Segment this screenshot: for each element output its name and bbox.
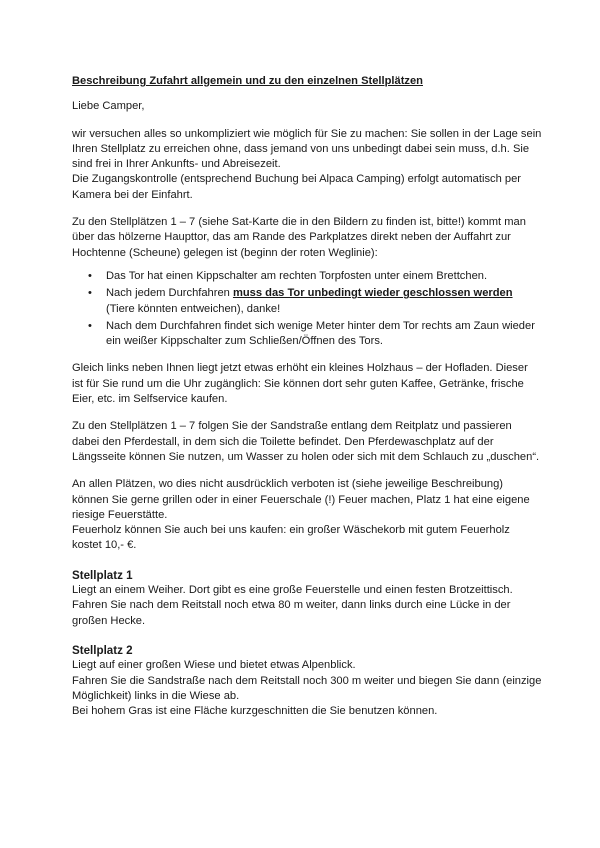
road-paragraph: Zu den Stellplätzen 1 – 7 folgen Sie der Sandstraße entlang dem Reitplatz und passieren dabei den Pferdestall, in dem sich die Toilette befindet. Den Pferdewaschplatz auf der Längsseite können Sie nutzen, um Wasser zu holen oder sich mit dem Schlauch zu „duschen“. [72, 420, 540, 463]
stellplatz-2-directions: Fahren Sie die Sandstraße nach dem Reitstall noch 300 m weiter und biegen Sie dann (einzige Möglichkeit) links in die Wiese ab. [72, 674, 542, 702]
access-control-paragraph: Die Zugangskontrolle (entsprechend Buchung bei Alpaca Camping) erfolgt automatisch per Kamera bei der Einfahrt. [72, 173, 521, 201]
stellplatz-1-directions: Fahren Sie nach dem Reitstall noch etwa 80 m weiter, dann links durch eine Lücke in der großen Hecke. [72, 599, 511, 627]
stellplatz-2-description: Liegt auf einer großen Wiese und bietet etwas Alpenblick. [72, 659, 356, 672]
list-item [72, 286, 542, 317]
bullet-text: (Tiere könnten entweichen), danke! [106, 302, 281, 315]
emphasis-text: muss das Tor unbedingt wieder geschlossen werden [232, 287, 513, 300]
greeting: Liebe Camper, [72, 100, 145, 113]
stellplatz-1-heading: Stellplatz 1 [72, 568, 133, 582]
access-paragraph: Zu den Stellplätzen 1 – 7 (siehe Sat-Karte die in den Bildern zu finden ist, bitte!) kommt man über das hölzerne Haupttor, das am Rande des Parkplatzes direkt neben der Auffahrt zur Hochtenne (Scheune) gelegen ist (beginn der roten Weglinie): [72, 216, 526, 259]
document-title: Beschreibung Zufahrt allgemein und zu den einzelnen Stellplätzen [72, 75, 423, 87]
firewood-paragraph: Feuerholz können Sie auch bei uns kaufen: ein großer Wäschekorb mit gutem Feuerholz kostet 10,- €. [72, 524, 510, 552]
document-page [72, 74, 542, 719]
list-item [72, 269, 542, 284]
stellplatz-1-description: Liegt an einem Weiher. Dort gibt es eine große Feuerstelle und einen festen Brotzeittisch. [72, 584, 513, 597]
fire-paragraph: An allen Plätzen, wo dies nicht ausdrücklich verboten ist (siehe jeweilige Beschreibung) können Sie gerne grillen oder in einer Feuerschale (!) Feuer machen, Platz 1 hat eine eigene riesige Feuerstätte. [72, 478, 530, 521]
intro-paragraph: wir versuchen alles so unkompliziert wie möglich für Sie zu machen: Sie sollen in der Lage sein Ihren Stellplatz zu erreichen ohne, dass jemand von uns unbedingt dabei sein muss, d.h. Sie sind frei in Ihrer Ankunfts- und Abreisezeit. [72, 127, 542, 171]
farm-shop-paragraph: Gleich links neben Ihnen liegt jetzt etwas erhöht ein kleines Holzhaus – der Hofladen. Dieser ist für Sie rund um die Uhr zugänglich: Sie können dort sehr guten Kaffee, Getränke, frische Eier, etc. im Selfservice kaufen. [72, 362, 528, 406]
stellplatz-2-note: Bei hohem Gras ist eine Fläche kurzgeschnitten die Sie benutzen können. [72, 705, 438, 718]
bullet-text: Nach jedem Durchfahren [106, 287, 233, 300]
bullet-text: Das Tor hat einen Kippschalter am rechten Torpfosten unter einem Brettchen. [106, 269, 488, 282]
bullet-text: Nach dem Durchfahren findet sich wenige Meter hinter dem Tor rechts am Zaun wieder ein weißer Kippschalter zum Schließen/Öffnen des Tors. [106, 319, 535, 348]
list-item [72, 319, 542, 350]
stellplatz-2-heading: Stellplatz 2 [72, 643, 133, 657]
gate-instructions-list [72, 269, 542, 349]
